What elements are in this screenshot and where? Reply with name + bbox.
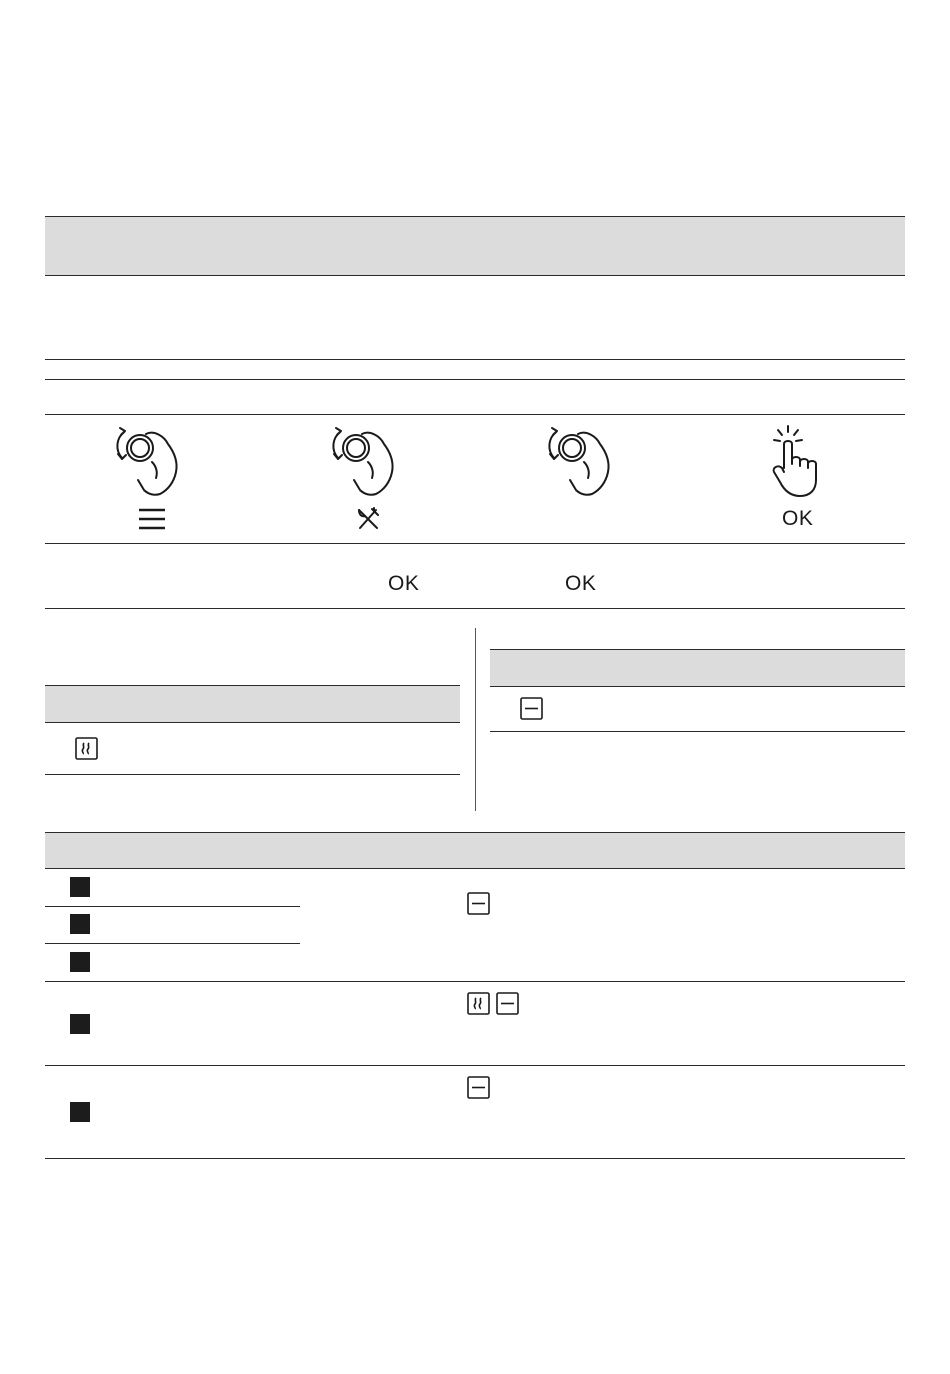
bottom-table-row-rule-2 [45, 1065, 905, 1066]
left-mini-table-bottom-rule [45, 774, 460, 775]
left-mini-table-header-rule [45, 722, 460, 723]
bottom-heat-icon [467, 892, 490, 915]
bottom-table-bottom-rule [45, 1158, 905, 1159]
row-rule-4 [45, 543, 905, 544]
step-1-knob-turn-hand-icon [110, 420, 185, 500]
top-heat-icon [75, 737, 98, 760]
bottom-table-subrow-rule-1 [45, 906, 300, 907]
bottom-table-header-rule [45, 868, 905, 869]
step-4-ok-label: OK [782, 507, 814, 530]
left-mini-table-top-rule [45, 685, 460, 686]
top-heat-icon [467, 992, 490, 1015]
right-mini-table-header [490, 649, 905, 686]
shelf-level-marker [70, 914, 90, 934]
bottom-table-row-rule-1 [45, 981, 905, 982]
shelf-level-marker [70, 877, 90, 897]
row-rule-3 [45, 414, 905, 415]
right-mini-table-bottom-rule [490, 731, 905, 732]
shelf-level-marker [70, 1014, 90, 1034]
shelf-level-marker [70, 952, 90, 972]
instruction-ok-label-1: OK [388, 572, 420, 595]
row-rule-1 [45, 359, 905, 360]
top-table-header-bottom-rule [45, 275, 905, 276]
bottom-heat-icon [520, 697, 543, 720]
bottom-heat-icon [496, 992, 519, 1015]
right-mini-table-header-rule [490, 686, 905, 687]
bottom-table-header [45, 832, 905, 869]
left-mini-table-header [45, 685, 460, 722]
row-rule-2 [45, 379, 905, 380]
row-rule-5 [45, 608, 905, 609]
bottom-table-top-rule [45, 832, 905, 833]
bottom-table-subrow-rule-2 [45, 943, 300, 944]
top-table-header [45, 216, 905, 276]
right-mini-table-top-rule [490, 649, 905, 650]
top-table-header-top-rule [45, 216, 905, 217]
step-2-knob-turn-hand-icon [326, 420, 401, 500]
shelf-level-marker [70, 1102, 90, 1122]
finger-tap-icon [766, 424, 826, 500]
bottom-heat-icon [467, 1076, 490, 1099]
step-3-knob-turn-hand-icon [542, 420, 617, 500]
fork-knife-icon [356, 507, 380, 531]
column-divider [475, 628, 476, 811]
menu-icon [138, 507, 166, 531]
instruction-ok-label-2: OK [565, 572, 597, 595]
